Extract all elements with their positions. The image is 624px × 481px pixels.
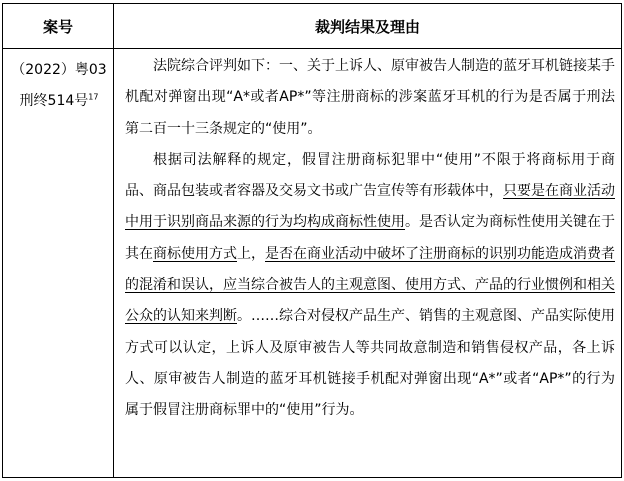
header-case-number: 案号	[42, 17, 73, 36]
paragraph-text: 。……综合对侵权产品生产、销售的主观意图、产品实际使用方式可以认定，上诉人及原审被告人等共同故意制造和销售侵权产品，各上诉人、原审被告人制造的蓝牙耳机链接手机配对弹窗出现“A*”或者“AP*”的行为属于假冒注册商标罪中的“使用”行为。	[125, 308, 615, 419]
judgment-paragraph	[125, 145, 615, 427]
paragraph-text: 根据司法解释的规定，假冒注册商标犯罪中“使用”不限于将商标用于商品、商品包装或者容器及交易文书或广告宣传等有形载体中，	[125, 151, 615, 200]
judgment-text-cell	[125, 51, 615, 427]
header-divider	[3, 48, 621, 49]
case-number-text: （2022）粤03刑终514号	[11, 62, 107, 109]
paragraph-text: 。是否认定为商标性使用关键在于其在	[125, 214, 615, 262]
judgment-table	[2, 3, 622, 478]
underlined-text: 商标使用方式	[153, 245, 237, 262]
underlined-text: 只要是在商业活动中用于识别商品来源的行为均构成商标性使用	[125, 183, 615, 231]
underlined-text: 是否在商业活动中破坏了注册商标的识别功能造成消费者的混淆和误认，应当综合被告人的主观意图、使用方式、产品的行业惯例和相关公众的认知来判断	[125, 245, 615, 325]
paragraph-text: 法院综合评判如下：一、关于上诉人、原审被告人制造的蓝牙耳机链接某手机配对弹窗出现“A*或者AP*”等注册商标的涉案蓝牙耳机的行为是否属于刑法第二百一十三条规定的“使用”。	[125, 58, 615, 137]
header-judgment-result: 裁判结果及理由	[314, 17, 420, 36]
footnote-marker: 17	[88, 92, 99, 102]
case-number-cell	[9, 55, 109, 117]
judgment-paragraph	[125, 51, 615, 145]
column-divider	[113, 4, 114, 477]
paragraph-text: 上，	[237, 245, 265, 262]
